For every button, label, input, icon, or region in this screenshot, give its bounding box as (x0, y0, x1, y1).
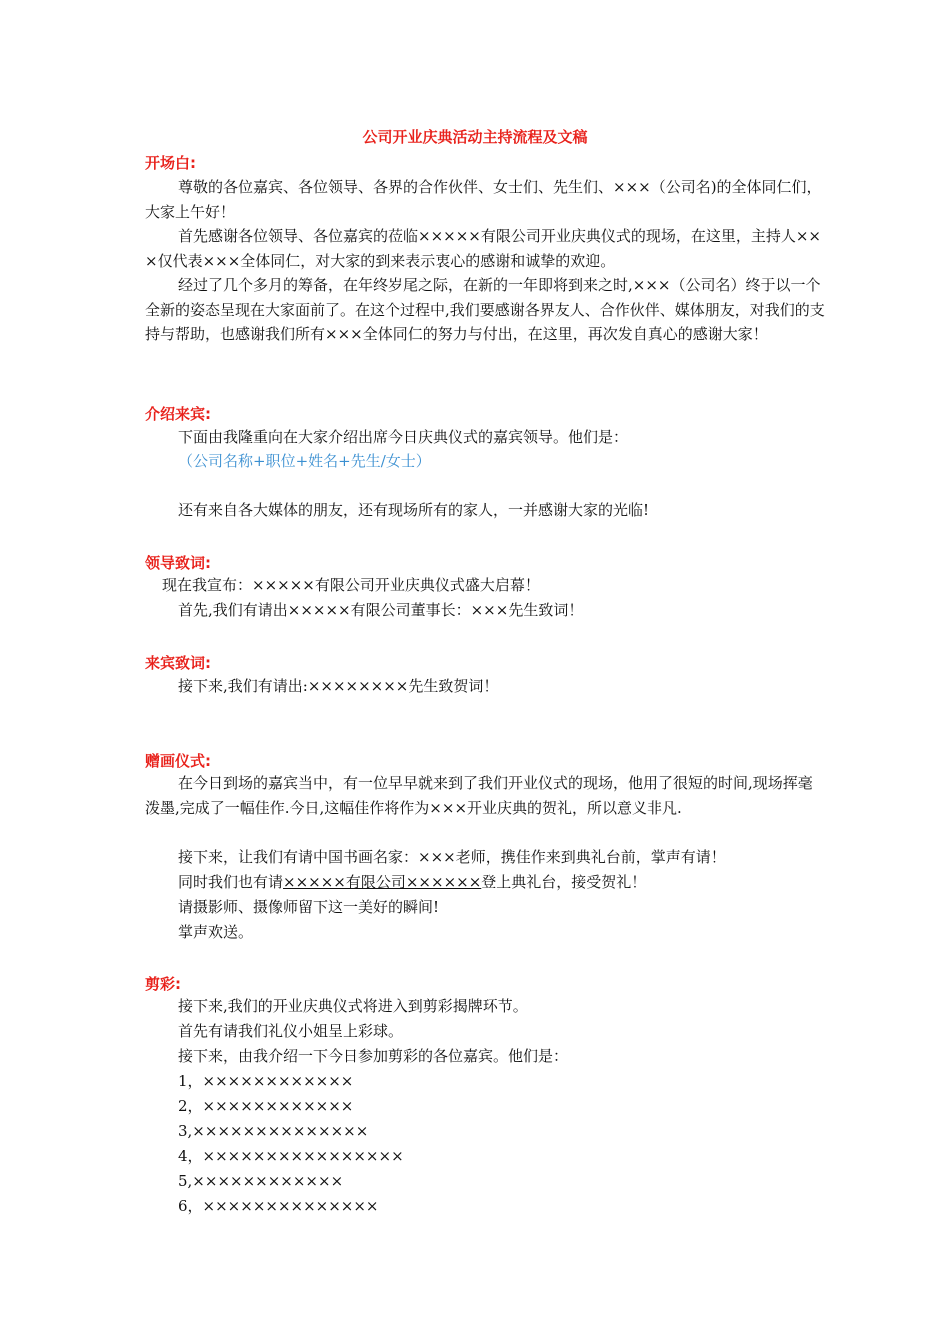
leader-announce-line: 现在我宣布：×××××有限公司开业庆典仪式盛大启幕！ (162, 576, 540, 594)
painting-receive-suffix: 登上典礼台，接受贺礼！ (481, 873, 647, 891)
heading-leader-speech: 领导致词: (145, 554, 211, 572)
opening-paragraph-3: 经过了几个多月的筹备，在年终岁尾之际，在新的一年即将到来之时,×××（公司名）终于以一个全新的姿态呈现在大家面前了。在这个过程中,我们要感谢各界友人、合作伙伴、媒体朋友，对我们的支持与帮助，也感谢我们所有×××全体同仁的努力与付出，在这里，再次发自真心的感谢大家！ (145, 276, 825, 343)
heading-guest-speech: 来宾致词: (145, 654, 211, 672)
list-item: 3,×××××××××××××× (178, 1122, 369, 1140)
ribbon-intro-line: 接下来,我们的开业庆典仪式将进入到剪彩揭牌环节。 (178, 997, 528, 1015)
guests-intro-line: 下面由我隆重向在大家介绍出席今日庆典仪式的嘉宾领导。他们是： (178, 428, 629, 446)
list-item: 4，×××××××××××××××× (178, 1147, 404, 1165)
heading-painting-ceremony: 赠画仪式: (145, 752, 211, 770)
painting-receive-company: ×××××有限公司×××××× (283, 873, 482, 891)
guests-placeholder-line: （公司名称+职位+姓名+先生/女士） (178, 452, 431, 470)
opening-paragraph-2: 首先感谢各位领导、各位嘉宾的莅临×××××有限公司开业庆典仪式的现场，在这里，主持人×××仅代表×××全体同仁，对大家的到来表示衷心的感谢和诚挚的欢迎。 (145, 227, 821, 270)
list-item: 6，×××××××××××××× (178, 1197, 379, 1215)
guests-thanks-line: 还有来自各大媒体的朋友，还有现场所有的家人，一并感谢大家的光临! (178, 501, 650, 519)
painting-receive-prefix: 同时我们也有请 (178, 873, 284, 891)
painting-invite-line: 接下来，让我们有请中国书画名家：×××老师，携佳作来到典礼台前，掌声有请！ (178, 848, 726, 866)
guest-speech-line: 接下来,我们有请出:××××××××先生致贺词！ (178, 677, 499, 695)
ribbon-guests-line: 接下来，由我介绍一下今日参加剪彩的各位嘉宾。他们是： (178, 1047, 569, 1065)
list-item: 5,×××××××××××× (178, 1172, 344, 1190)
ribbon-balls-line: 首先有请我们礼仪小姐呈上彩球。 (178, 1022, 404, 1040)
painting-paragraph: 在今日到场的嘉宾当中，有一位早早就来到了我们开业仪式的现场，他用了很短的时间,现场挥毫泼墨,完成了一幅佳作.今日,这幅佳作将作为×××开业庆典的贺礼，所以意义非凡. (145, 774, 813, 817)
list-item: 2，×××××××××××× (178, 1097, 354, 1115)
heading-guests: 介绍来宾: (145, 405, 211, 423)
heading-opening: 开场白: (145, 154, 196, 172)
heading-ribbon-cutting: 剪彩: (145, 975, 181, 993)
leader-invite-line: 首先,我们有请出×××××有限公司董事长：×××先生致词！ (178, 601, 584, 619)
painting-photo-line: 请摄影师、摄像师留下这一美好的瞬间! (178, 898, 440, 916)
opening-paragraph-1: 尊敬的各位嘉宾、各位领导、各界的合作伙伴、女士们、先生们、×××（公司名)的全体同仁们，大家上午好！ (145, 178, 822, 221)
painting-receive-line (178, 870, 646, 895)
painting-applause-line: 掌声欢送。 (178, 923, 254, 941)
list-item: 1，×××××××××××× (178, 1072, 354, 1090)
document-title: 公司开业庆典活动主持流程及文稿 (362, 128, 588, 146)
